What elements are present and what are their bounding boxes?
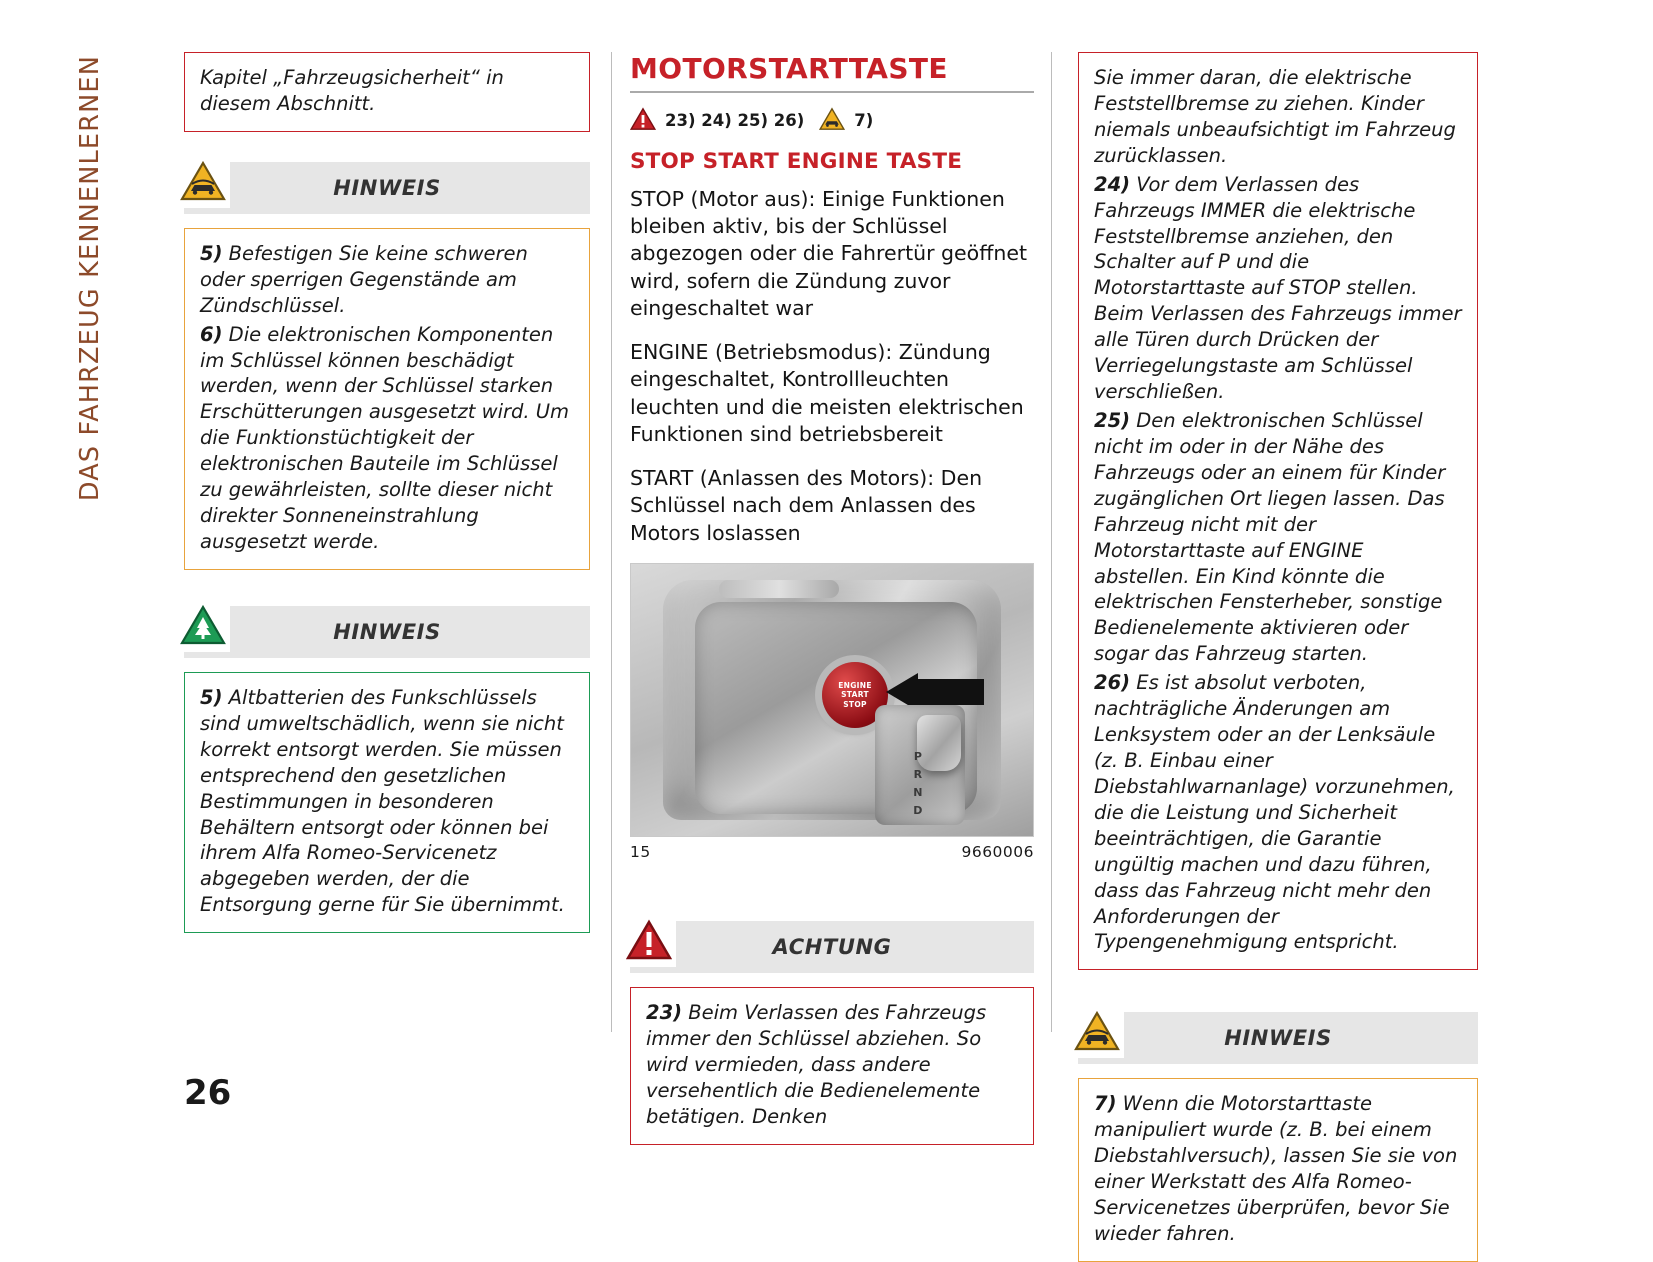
- page-number: 26: [184, 1073, 232, 1113]
- column-divider-2: [1051, 52, 1052, 1032]
- figure-caption: [630, 843, 1034, 861]
- gear-label: R: [913, 768, 923, 782]
- attention-box: [630, 987, 1034, 1145]
- column-divider-1: [611, 52, 612, 1032]
- note-item: [1094, 1091, 1462, 1247]
- attention-text: Den elektronischen Schlüssel nicht im oder in der Nähe des Fahrzeugs oder an einem für Kinder zugänglichen Ort liegen lassen. Das Fahrzeug nicht mit der Motorstarttaste auf ENGINE abstellen. Ein Kind könnte die elektrischen Fensterheber, sonstige Bedienelemente aktivieren oder sogar das Fahrzeug starten.: [1094, 408, 1446, 666]
- gear-label: P: [913, 750, 922, 764]
- section-title-underline: [630, 91, 1034, 93]
- note-text: Altbatterien des Funkschlüssels sind umweltschädlich, wenn sie nicht korrekt entsorgt werden. Sie müssen entsprechend den gesetzlichen Bestimmungen in besonderen Behältern entsorgt oder können bei ihrem Alfa Romeo-Servicenetz abgegeben werden, der die Entsorgung gerne für Sie übernimmt.: [200, 685, 565, 917]
- note-banner-2-label: HINWEIS: [333, 619, 441, 644]
- note-banner-2: [184, 606, 590, 658]
- chapter-title-text: DAS FAHRZEUG KENNENLERNEN: [75, 55, 105, 502]
- button-label-line2: START: [841, 690, 869, 700]
- reference-row: [630, 107, 1034, 135]
- console-trim-strip: [719, 580, 839, 598]
- reference-box: [184, 52, 590, 132]
- attention-text: Sie immer daran, die elektrische Feststellbremse zu ziehen. Kinder niemals unbeaufsichtigt im Fahrzeug zurücklassen.: [1094, 66, 1456, 167]
- attention-text: Es ist absolut verboten, nachträgliche Änderungen am Lenksystem oder an der Lenksäule (z. B. Einbau einer Diebstahlwarnanlage) vorzunehmen, die die Leistung und Sicherheit beeinträchtigen, die Garantie ungültig machen und dazu führen, dass das Fahrzeug nicht mehr den Anforderungen der Typengenehmigung entspricht.: [1094, 671, 1455, 954]
- note-text: Befestigen Sie keine schweren oder sperrigen Gegenstände am Zündschlüssel.: [200, 241, 528, 317]
- note-item: [200, 241, 574, 319]
- note-ref: 5): [200, 241, 223, 265]
- chapter-title: [60, 55, 120, 715]
- attention-ref: 24): [1094, 172, 1131, 196]
- attention-item: [1094, 172, 1462, 405]
- attention-ref: 23): [646, 1001, 683, 1025]
- attention-item: [646, 1000, 1018, 1130]
- attention-item: [1094, 408, 1462, 667]
- reference-box-text: Kapitel „Fahrzeugsicherheit“ in diesem Abschnitt.: [200, 66, 504, 115]
- attention-ref: 26): [1094, 671, 1131, 695]
- gear-position-labels: [913, 750, 922, 817]
- column-center: [630, 52, 1034, 1145]
- body-paragraph: STOP (Motor aus): Einige Funktionen bleiben aktiv, bis der Schlüssel abgezogen oder die Fahrertür geöffnet wird, sofern die Zündung zuvor eingeschaltet war: [630, 186, 1027, 321]
- note-box-2: [184, 672, 590, 933]
- note-reference-numbers: 7): [854, 111, 874, 130]
- gear-label: D: [913, 804, 923, 818]
- body-paragraph: START (Anlassen des Motors): Den Schlüssel nach dem Anlassen des Motors loslassen: [630, 465, 983, 545]
- attention-ref: 25): [1094, 408, 1131, 432]
- warning-car-triangle-icon: [1070, 1004, 1124, 1058]
- red-exclamation-triangle-icon: [622, 913, 676, 967]
- note-ref: 5): [200, 685, 223, 709]
- note-box-right: [1078, 1078, 1478, 1262]
- note-ref: 6): [200, 322, 223, 346]
- note-item: [200, 685, 574, 918]
- attention-text: Beim Verlassen des Fahrzeugs immer den Schlüssel abziehen. So wird vermieden, dass andere versehentlich die Bedienelemente betätigen. Denken: [646, 1001, 987, 1128]
- figure-code: 9660006: [961, 843, 1034, 862]
- attention-banner-label: ACHTUNG: [772, 935, 892, 960]
- gear-shift-knob: [917, 715, 961, 771]
- note-banner-right: [1078, 1012, 1478, 1064]
- column-right: [1078, 52, 1478, 1262]
- body-paragraph: ENGINE (Betriebsmodus): Zündung eingeschaltet, Kontrollleuchten leuchten und die meisten elektrischen Funktionen sind betriebsbereit: [630, 339, 1024, 447]
- note-text: Wenn die Motorstarttaste manipuliert wurde (z. B. bei einem Diebstahlversuch), lassen Sie sie von einer Werkstatt des Alfa Romeo-Servicenetzes überprüfen, bevor Sie wieder fahren.: [1094, 1092, 1458, 1245]
- warning-reference-numbers: 23) 24) 25) 26): [665, 111, 805, 130]
- button-label-line3: STOP: [843, 699, 867, 709]
- red-exclamation-triangle-icon: [630, 107, 656, 135]
- note-text: Die elektronischen Komponenten im Schlüssel können beschädigt werden, wenn der Schlüssel starken Erschütterungen ausgesetzt wird. Um die Funktionstüchtigkeit der elektronischen Bauteile im Schlüssel zu gewährleisten, sollte dieser nicht direkter Sonneneinstrahlung ausgesetzt werde.: [200, 322, 570, 553]
- center-console-figure: [630, 563, 1034, 837]
- note-box-1: [184, 228, 590, 570]
- note-item: [200, 322, 574, 555]
- attention-banner: [630, 921, 1034, 973]
- note-banner-1-label: HINWEIS: [333, 175, 441, 200]
- attention-text: Vor dem Verlassen des Fahrzeugs IMMER die elektrische Feststellbremse anziehen, den Schalter auf P und die Motorstarttaste auf STOP stellen. Beim Verlassen des Fahrzeugs immer alle Türen durch Drücken der Verriegelungstaste am Schlüssel verschließen.: [1094, 172, 1462, 404]
- figure-number: 15: [630, 843, 651, 862]
- attention-continuation-box: [1078, 52, 1478, 970]
- button-label-line1: ENGINE: [838, 680, 872, 690]
- environment-tree-triangle-icon: [176, 598, 230, 652]
- note-banner-right-label: HINWEIS: [1224, 1026, 1332, 1051]
- gear-label: N: [913, 786, 923, 800]
- section-title: MOTORSTARTTASTE: [630, 52, 948, 85]
- subsection-title: STOP START ENGINE TASTE: [630, 148, 963, 174]
- column-left: [184, 52, 590, 933]
- note-banner-1: [184, 162, 590, 214]
- note-ref: 7): [1094, 1092, 1117, 1116]
- warning-car-triangle-icon: [176, 154, 230, 208]
- attention-item: [1094, 65, 1462, 169]
- attention-item: [1094, 670, 1462, 955]
- yellow-car-triangle-icon: [819, 107, 845, 135]
